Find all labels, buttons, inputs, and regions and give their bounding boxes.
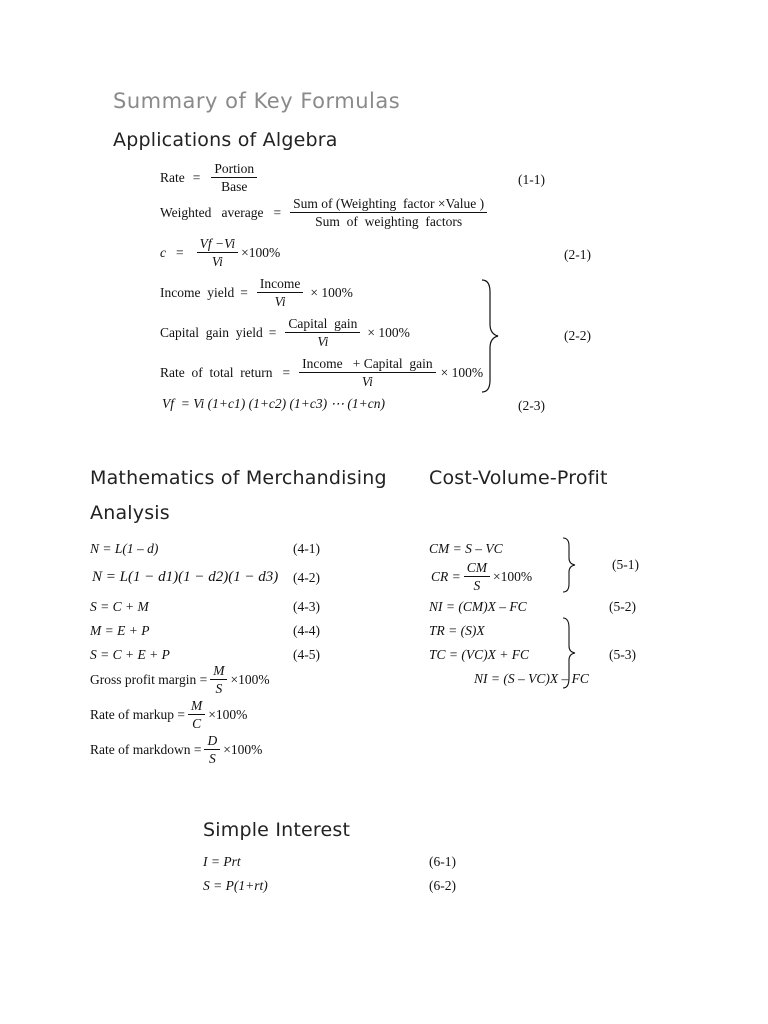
ref-6-1: (6-1) — [429, 854, 456, 869]
markdown-tail: ×100% — [223, 741, 263, 757]
section-heading-merchandising-2: Analysis — [90, 502, 170, 524]
c-numerator: Vf −Vi — [197, 236, 238, 253]
c-tail: ×100% — [241, 244, 281, 260]
ref-4-4: (4-4) — [293, 623, 320, 638]
markup-lhs: Rate of markup = — [90, 706, 185, 722]
formula-c: c = $\frac{Vf -Vi}{Vi}$ ×100% — [160, 236, 281, 269]
formula-tr: TR = (S)X — [429, 623, 485, 638]
formula-ni: NI = (CM)X – FC — [429, 599, 527, 614]
markdown-numerator: D — [204, 733, 220, 750]
formula-rate-of-markdown — [90, 733, 262, 766]
formula-gross-profit-margin — [90, 663, 270, 696]
brace-2-2 — [478, 278, 502, 394]
weighted-numerator: Sum of (Weighting factor ×Value ) — [290, 196, 487, 213]
formula-rate: Rate = $\frac{\text{Portion}}{\text{Base}}$ — [160, 161, 260, 194]
ref-2-3: (2-3) — [518, 398, 545, 413]
ref-6-2: (6-2) — [429, 878, 456, 893]
rate-denominator: Base — [221, 179, 248, 194]
rate-fraction — [211, 161, 257, 194]
ref-4-3: (4-3) — [293, 599, 320, 614]
cr-tail: ×100% — [493, 568, 533, 584]
income-yield-denominator: Vi — [274, 294, 286, 309]
formula-income-yield: Income yield = $\frac{\text{Income}}{Vi}$ × 100% — [160, 276, 353, 309]
section-heading-algebra: Applications of Algebra — [113, 129, 338, 151]
total-return-fraction — [299, 356, 436, 389]
gross-denominator: S — [215, 681, 223, 696]
markdown-denominator: S — [208, 751, 216, 766]
total-return-denominator: Vi — [361, 374, 373, 389]
formula-tc: TC = (VC)X + FC — [429, 647, 529, 662]
capital-gain-fraction — [285, 316, 360, 349]
formula-weighted-average: Weighted average = $\frac{\text{Sum of (Weighting factor ×Value )}}{\text{Sum of weighting factors}}$ — [160, 196, 490, 229]
formula-cr — [431, 560, 532, 593]
cr-lhs: CR = — [431, 568, 461, 584]
section-heading-simple-interest: Simple Interest — [203, 819, 351, 841]
ref-5-1: (5-1) — [612, 557, 639, 572]
markdown-fraction — [204, 733, 220, 766]
capital-gain-lhs: Capital gain yield — [160, 324, 263, 340]
cr-fraction — [464, 560, 490, 593]
total-return-lhs: Rate of total return — [160, 364, 273, 380]
income-yield-tail: × 100% — [310, 284, 353, 300]
brace-5-1 — [560, 536, 580, 594]
gross-tail: ×100% — [230, 671, 270, 687]
weighted-denominator: Sum of weighting factors — [315, 214, 463, 229]
formula-total-return: Rate of total return = $\frac{\text{Income + Capital gain}}{Vi}$ × 100% — [160, 356, 484, 389]
ref-4-5: (4-5) — [293, 647, 320, 662]
income-yield-numerator: Income — [257, 276, 303, 293]
markup-denominator: C — [192, 716, 202, 731]
formula-4-3: S = C + M — [90, 599, 149, 614]
rate-numerator: Portion — [211, 161, 257, 178]
ref-4-2: (4-2) — [293, 570, 320, 585]
formula-cm: CM = S – VC — [429, 541, 503, 556]
markup-tail: ×100% — [208, 706, 248, 722]
c-lhs: c — [160, 244, 166, 260]
gross-numerator: M — [210, 663, 227, 680]
formula-4-2: N = L(1 − d1)(1 − d2)(1 − d3) — [92, 569, 279, 585]
formula-6-1: I = Prt — [203, 854, 241, 869]
formula-ni-2: NI = (S – VC)X – FC — [474, 671, 589, 686]
markdown-lhs: Rate of markdown = — [90, 741, 202, 757]
cr-denominator: S — [473, 578, 481, 593]
total-return-numerator: Income + Capital gain — [299, 356, 436, 373]
formula-4-4: M = E + P — [90, 623, 150, 638]
brace-5-3 — [560, 616, 580, 690]
weighted-lhs: Weighted average — [160, 204, 264, 220]
rate-lhs: Rate — [160, 169, 185, 185]
cr-numerator: CM — [464, 560, 490, 577]
formula-capital-gain-yield: Capital gain yield = $\frac{\text{Capital gain}}{Vi}$ × 100% — [160, 316, 410, 349]
formula-vf: Vf = Vi (1+c1) (1+c2) (1+c3) ⋯ (1+cn) — [162, 396, 385, 411]
formula-4-5: S = C + E + P — [90, 647, 170, 662]
gross-fraction — [210, 663, 227, 696]
capital-gain-numerator: Capital gain — [285, 316, 360, 333]
income-yield-fraction — [257, 276, 303, 309]
markup-numerator: M — [188, 698, 205, 715]
capital-gain-denominator: Vi — [317, 334, 329, 349]
section-heading-merchandising: Mathematics of Merchandising — [90, 467, 387, 489]
ref-4-1: (4-1) — [293, 541, 320, 556]
total-return-tail: × 100% — [440, 364, 484, 380]
ref-5-3: (5-3) — [609, 647, 636, 662]
page-title: Summary of Key Formulas — [113, 89, 401, 113]
ref-2-2: (2-2) — [564, 328, 591, 343]
ref-5-2: (5-2) — [609, 599, 636, 614]
gross-lhs: Gross profit margin = — [90, 671, 208, 687]
formula-rate-of-markup — [90, 698, 247, 731]
income-yield-lhs: Income yield — [160, 284, 235, 300]
weighted-fraction — [290, 196, 487, 229]
ref-1-1: (1-1) — [518, 172, 545, 187]
section-heading-cvp: Cost-Volume-Profit — [429, 467, 608, 489]
formula-6-2: S = P(1+rt) — [203, 878, 268, 893]
c-denominator: Vi — [211, 254, 223, 269]
markup-fraction — [188, 698, 205, 731]
formula-4-1: N = L(1 – d) — [90, 541, 159, 556]
c-fraction — [197, 236, 238, 269]
capital-gain-tail: × 100% — [367, 324, 410, 340]
ref-2-1: (2-1) — [564, 247, 591, 262]
